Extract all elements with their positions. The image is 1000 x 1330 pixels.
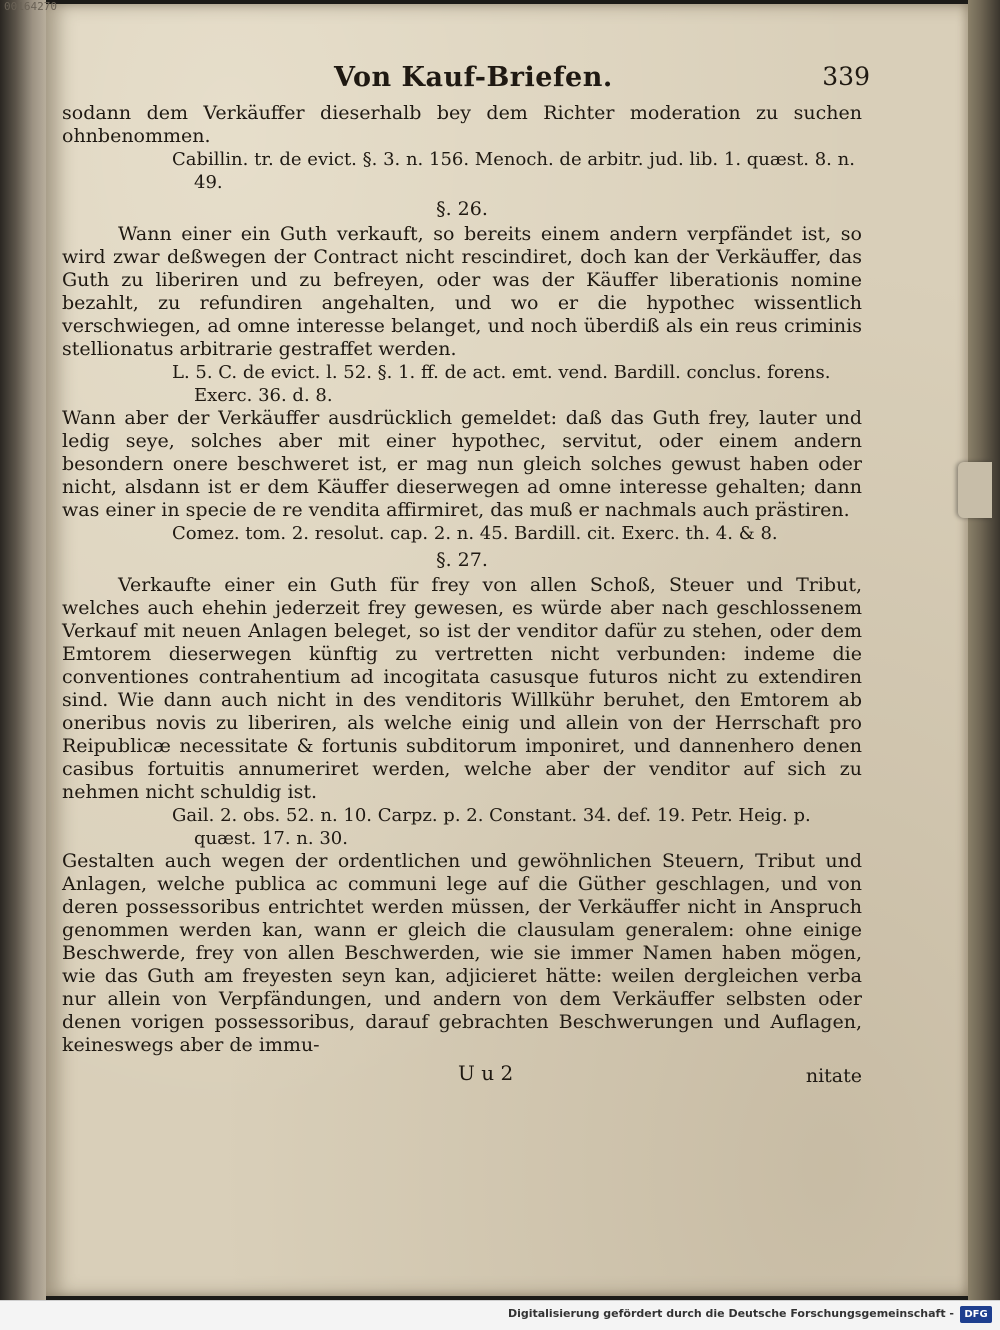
citation: L. 5. C. de evict. l. 52. §. 1. ff. de act. emt. vend. Bardill. conclus. forens. Exerc. 36. d. 8.: [172, 362, 831, 406]
page-content: [62, 62, 870, 1089]
page-stack-edge: [968, 0, 1000, 1300]
scan-id-stamp: 00164270: [4, 0, 57, 13]
paragraph: Wann einer ein Guth verkauft, so bereits einem andern verpfändet ist, so wird zwar deßwegen der Contract nicht rescindiret, doch kan der Verkäuffer, das Guth zu liberiren und zu befreyen, oder was der Käuffer liberationis nomine bezahlt, zu refundiren angehalten, und wo er die hypothec wissentlich verschwiegen, ad omne interesse belanget, und noch überdiß als ein reus criminis stellionatus arbitrarie gestraffet werden.: [62, 223, 862, 360]
catchword: nitate: [805, 1065, 862, 1087]
page-number: 339: [822, 62, 870, 91]
page-footer: [62, 1061, 862, 1089]
paragraph: Verkaufte einer ein Guth für frey von allen Schoß, Steuer und Tribut, welches auch ehehin jederzeit frey gewesen, es würde aber nach geschlossenem Verkauf mit neuen Anlagen beleget, so ist der venditor dafür zu stehen, oder dem Emtorem dieserwegen künftig zu vertretten nicht verbunden: indeme die conventiones contrahentium ad incogitata casusque futuros nicht zu extendiren sind. Wie dann auch nicht in des venditoris Willkühr beruhet, den Emtorem ab oneribus novis zu liberiren, als welche einig und allein von der Herrschaft pro Reipublicæ necessitate & fortunis subditorum imponiret, und dannenhero denen casibus fortuitis annumeriret werden, welche aber der venditor auf sich zu nehmen nicht schuldig ist.: [62, 574, 862, 803]
paragraph: Wann aber der Verkäuffer ausdrücklich gemeldet: daß das Guth frey, lauter und ledig seye, solches aber mit einer hypothec, servitut, oder einem andern besondern onere beschweret ist, er mag nun gleich solches gewust haben oder nicht, alsdann ist er dem Käuffer dieserwegen ad omne interesse gehalten; dann was einer in specie de re vendita affirmiret, das muß er nachmals auch prästiren.: [62, 407, 862, 521]
running-header: [62, 62, 870, 102]
adjacent-page-edge: [0, 0, 46, 1300]
paragraph: Gestalten auch wegen der ordentlichen und gewöhnlichen Steuern, Tribut und Anlagen, welche publica ac communi lege auf die Güther geschlagen, und von deren possessoribus entrichtet werden müssen, der Verkäuffer nicht in Anspruch genommen werden kan, wann er gleich die clausulam generalem: ohne einige Beschwerde, frey von allen Beschwerden, wie sie immer Namen haben mögen, wie das Guth am freyesten seyn kan, adjicieret hätte: weilen dergleichen verba nur allein von Verpfändungen, und andern von dem Verkäuffer selbsten oder denen vorigen possessoribus, darauf gebrachten Beschwerungen und Auflagen, keineswegs aber de immu-: [62, 850, 862, 1056]
dfg-logo: DFG: [960, 1306, 992, 1323]
paragraph: sodann dem Verkäuffer dieserhalb bey dem Richter moderation zu suchen ohnbenommen.: [62, 102, 862, 147]
section-heading: §. 26.: [436, 198, 488, 220]
text-body: [62, 102, 862, 1057]
running-title: Von Kauf-Briefen.: [334, 62, 613, 93]
digitization-footer: [0, 1300, 1000, 1330]
citation: Cabillin. tr. de evict. §. 3. n. 156. Menoch. de arbitr. jud. lib. 1. quæst. 8. n. 49.: [172, 149, 855, 193]
bookmark-tab: [958, 462, 992, 518]
signature-mark: U u 2: [458, 1061, 514, 1085]
citation: Comez. tom. 2. resolut. cap. 2. n. 45. Bardill. cit. Exerc. th. 4. & 8.: [172, 523, 778, 544]
funding-credit: Digitalisierung gefördert durch die Deutsche Forschungsgemeinschaft -: [507, 1307, 954, 1320]
citation: Gail. 2. obs. 52. n. 10. Carpz. p. 2. Constant. 34. def. 19. Petr. Heig. p. quæst. 17. n. 30.: [172, 805, 811, 849]
section-heading: §. 27.: [436, 549, 488, 571]
